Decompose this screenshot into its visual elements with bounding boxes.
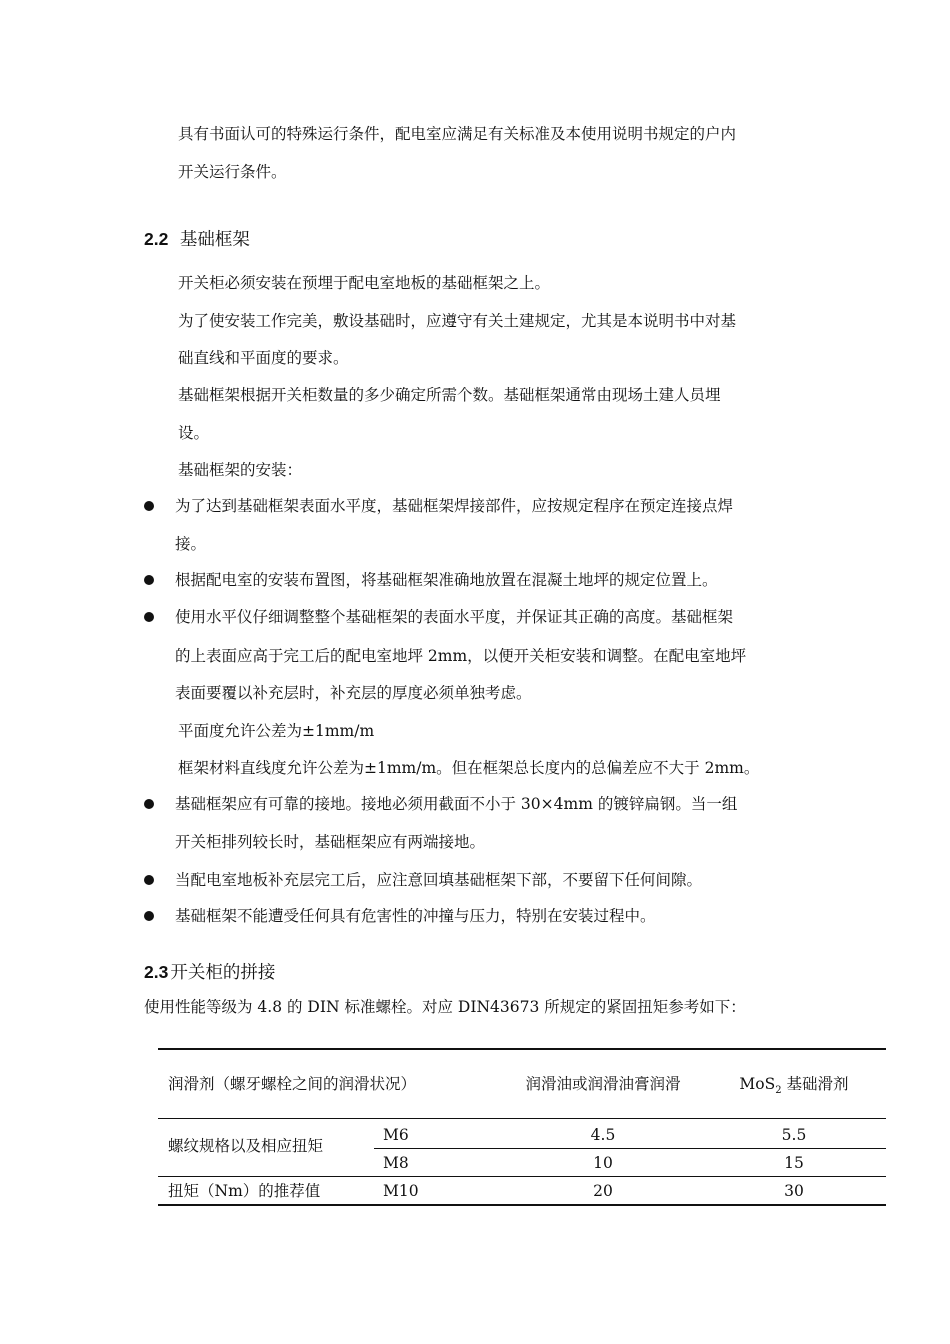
section-number: 2.2	[144, 229, 169, 249]
paragraph: 开关柜必须安装在预埋于配电室地板的基础框架之上。	[178, 274, 551, 292]
list-item: 接。	[175, 535, 207, 553]
paragraph: 使用性能等级为 4.8 的 DIN 标准螺栓。对应 DIN43673 所规定的紧固扭矩参考如下：	[144, 998, 746, 1016]
table-row-divider	[374, 1148, 886, 1149]
bullet-icon	[144, 911, 154, 921]
table-cell-size: M8	[383, 1154, 409, 1172]
intro-line-1: 具有书面认可的特殊运行条件，配电室应满足有关标准及本使用说明书规定的户内	[178, 125, 737, 143]
table-header-mos2: MoS$_2$ 基础滑剂	[739, 1075, 849, 1096]
table-cell-mos2: 5.5	[781, 1126, 807, 1144]
table-cell-size: M10	[383, 1182, 419, 1200]
table-cell-oil: 4.5	[590, 1126, 616, 1144]
table-row-label: 扭矩（Nm）的推荐值	[168, 1182, 321, 1200]
list-item: 为了达到基础框架表面水平度，基础框架焊接部件，应按规定程序在预定连接点焊	[175, 497, 734, 515]
table-cell-oil: 20	[593, 1182, 613, 1200]
table-top-rule	[158, 1048, 886, 1050]
list-item: 使用水平仪仔细调整整个基础框架的表面水平度，并保证其正确的高度。基础框架	[175, 608, 734, 626]
paragraph: 础直线和平面度的要求。	[178, 349, 349, 367]
tolerance-text: 框架材料直线度允许公差为±1mm/m。但在框架总长度内的总偏差应不大于 2mm。	[178, 759, 760, 777]
table-cell-mos2: 15	[784, 1154, 804, 1172]
table-header-oil: 润滑油或润滑油膏润滑	[525, 1075, 681, 1093]
section-2-3-heading	[144, 960, 275, 985]
section-title: 开关柜的拼接	[170, 963, 276, 983]
intro-line-2: 开关运行条件。	[178, 163, 287, 181]
table-header-rule	[158, 1118, 886, 1119]
table-cell-oil: 10	[593, 1154, 613, 1172]
table-bottom-rule	[158, 1204, 886, 1206]
table-cell-mos2: 30	[784, 1182, 804, 1200]
list-item: 表面要覆以补充层时，补充层的厚度必须单独考虑。	[175, 684, 532, 702]
section-title: 基础框架	[179, 230, 250, 250]
table-cell-size: M6	[383, 1126, 409, 1144]
table-header-lubricant: 润滑剂（螺牙螺栓之间的润滑状况）	[168, 1075, 417, 1093]
table-row-divider	[158, 1176, 886, 1177]
section-2-2-heading	[144, 227, 250, 252]
list-item: 当配电室地板补充层完工后，应注意回填基础框架下部，不要留下任何间隙。	[175, 871, 703, 889]
bullet-icon	[144, 575, 154, 585]
bullet-icon	[144, 612, 154, 622]
list-item: 基础框架不能遭受任何具有危害性的冲撞与压力，特别在安装过程中。	[175, 907, 656, 925]
paragraph: 为了使安装工作完美，敷设基础时，应遵守有关土建规定，尤其是本说明书中对基	[178, 312, 737, 330]
table-row-label: 螺纹规格以及相应扭矩	[168, 1137, 324, 1155]
section-number: 2.3	[144, 962, 169, 982]
paragraph: 基础框架根据开关柜数量的多少确定所需个数。基础框架通常由现场土建人员埋	[178, 386, 721, 404]
bullet-icon	[144, 501, 154, 511]
bullet-icon	[144, 799, 154, 809]
paragraph: 基础框架的安装：	[178, 461, 303, 479]
list-item: 的上表面应高于完工后的配电室地坪 2mm，以便开关柜安装和调整。在配电室地坪	[175, 647, 747, 665]
paragraph: 设。	[178, 424, 210, 442]
list-item: 基础框架应有可靠的接地。接地必须用截面不小于 30×4mm 的镀锌扁钢。当一组	[175, 795, 738, 813]
tolerance-text: 平面度允许公差为±1mm/m	[178, 722, 375, 740]
list-item: 根据配电室的安装布置图，将基础框架准确地放置在混凝土地坪的规定位置上。	[175, 571, 718, 589]
bullet-icon	[144, 875, 154, 885]
list-item: 开关柜排列较长时，基础框架应有两端接地。	[175, 833, 486, 851]
